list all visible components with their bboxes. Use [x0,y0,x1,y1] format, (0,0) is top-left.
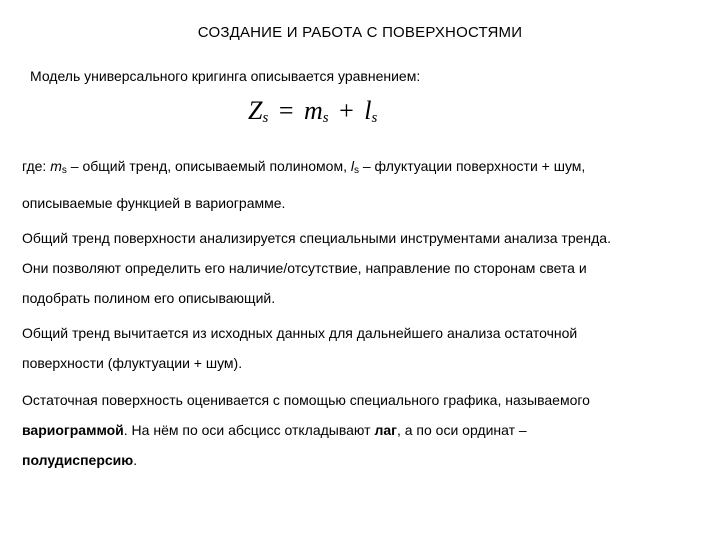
slide-title: СОЗДАНИЕ И РАБОТА С ПОВЕРХНОСТЯМИ [197,24,523,41]
variogram-text-end: . [133,452,138,468]
paragraph-trend-line-1: Общий тренд поверхности анализируется специальными инструментами анализа тренда. [22,230,611,246]
l-sub: s [353,165,359,176]
m-sub: s [61,165,67,176]
formula-term1-sub: s [322,110,329,126]
term-lag: лаг [374,422,397,438]
paragraph-subtraction [22,318,712,378]
formula-term2-var: l [364,96,372,125]
paragraph-subtraction-line-1: Общий тренд вычитается из исходных данных для дальнейшего анализа остаточной [22,325,578,341]
paragraph-trend [22,223,712,313]
l-desc: – флуктуации поверхности + шум, [358,158,586,174]
paragraph-variogram-line-3 [22,445,712,475]
formula-lhs-var: Z [248,96,263,125]
explanation-line-1 [22,150,702,187]
kriging-formula [248,96,388,136]
paragraph-trend-line-3: подобрать полином его описывающий. [22,290,276,306]
variogram-text-b: , а по оси ординат – [396,422,527,438]
formula-explanation [22,150,702,219]
explanation-line-2: описываемые функцией в вариограмме. [22,195,286,211]
m-desc: – общий тренд, описываемый полиномом, [66,158,351,174]
l-var: l [350,158,354,174]
term-variogram: вариограммой [22,422,124,438]
intro-text: Модель универсального кригинга описывается уравнением: [30,68,421,84]
formula-plus: + [339,96,354,125]
paragraph-variogram-line-2 [22,415,712,445]
formula-term1-var: m [303,96,323,125]
paragraph-subtraction-line-2: поверхности (флуктуации + шум). [22,355,243,371]
m-var: m [50,158,62,174]
paragraph-variogram-line-1: Остаточная поверхность оценивается с помощью специального графика, называемого [22,392,590,408]
paragraph-variogram [22,385,712,475]
formula-term2-sub: s [371,110,378,126]
term-semivariance: полудисперсию [22,452,134,468]
formula-lhs-sub: s [262,110,269,126]
formula-equals: = [278,96,294,125]
paragraph-trend-line-2: Они позволяют определить его наличие/отсутствие, направление по сторонам света и [22,260,587,276]
variogram-text-a: . На нём по оси абсцисс откладывают [123,422,375,438]
where-prefix: где: [22,158,51,174]
